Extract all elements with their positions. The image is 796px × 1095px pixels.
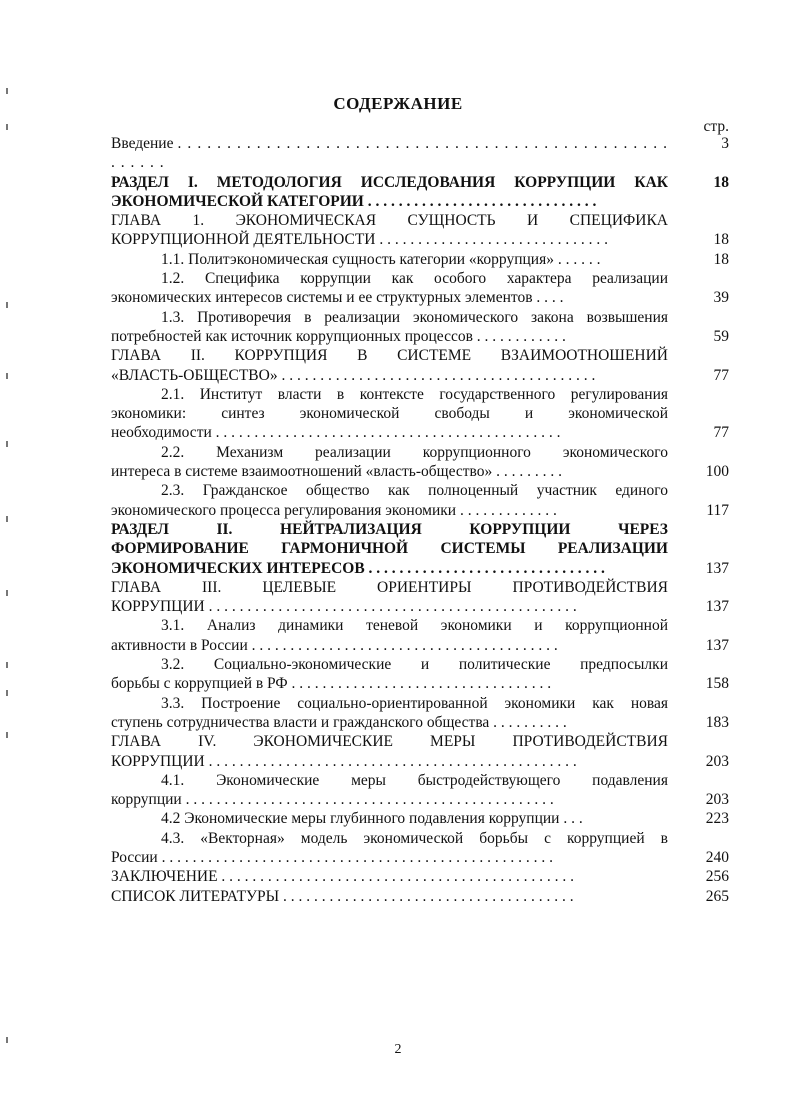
toc-line: экономического процесса регулирования экономики . . . . . . . . . . . . . [111, 501, 557, 519]
page-number-footer: 2 [394, 1042, 402, 1057]
page-column-label: стр. [703, 118, 729, 135]
toc-page-number: 223 [705, 810, 729, 828]
toc-line: 2.1. Институт власти в контексте государственного регулирования [161, 385, 668, 403]
toc-page-number: 265 [705, 887, 729, 905]
toc-page-number: 77 [713, 424, 729, 442]
toc-entry [111, 173, 731, 212]
toc-line: 2.3. Гражданское общество как полноценный участник единого [161, 482, 668, 500]
toc-entry [111, 269, 731, 308]
toc-page-number: 18 [713, 231, 729, 249]
toc-page-number: 158 [705, 675, 729, 693]
toc-line: коррупции . . . . . . . . . . . . . . . . . . . . . . . . . . . . . . . . . . . . . . . . . . . . . . . . [111, 791, 554, 809]
toc-line: РАЗДЕЛ I. МЕТОДОЛОГИЯ ИССЛЕДОВАНИЯ КОРРУПЦИИ КАК [111, 173, 668, 191]
scan-mark [6, 441, 8, 447]
toc-line: ЭКОНОМИЧЕСКИХ ИНТЕРЕСОВ . . . . . . . . . . . . . . . . . . . . . . . . . . . . . . . [111, 559, 605, 577]
scan-mark [6, 732, 8, 738]
toc-entry [111, 308, 731, 347]
toc-entry [111, 346, 731, 385]
toc-entry [111, 211, 731, 250]
scan-mark [6, 373, 8, 379]
toc-line: борьбы с коррупцией в РФ . . . . . . . . . . . . . . . . . . . . . . . . . . . . . . . . . . [111, 675, 552, 693]
toc-line: 4.3. «Векторная» модель экономической борьбы с коррупцией в [161, 829, 668, 847]
toc-row-intro-page: 3 [721, 135, 729, 152]
toc-line: экономических интересов системы и ее структурных элементов . . . . [111, 289, 564, 307]
toc-page-number: 59 [713, 327, 729, 345]
toc-line: 4.2 Экономические меры глубинного подавления коррупции . . . [161, 810, 583, 828]
toc-page-number: 203 [705, 791, 729, 809]
toc-page-number: 100 [705, 463, 729, 481]
toc-entry [111, 616, 731, 655]
toc-page-number: 39 [713, 289, 729, 307]
toc-entry [111, 771, 731, 810]
toc-line: экономики: синтез экономической свободы и экономической [111, 405, 668, 423]
toc-entry [111, 829, 731, 868]
toc-line: ГЛАВА II. КОРРУПЦИЯ В СИСТЕМЕ ВЗАИМООТНОШЕНИЙ [111, 347, 668, 365]
toc-line: ГЛАВА 1. ЭКОНОМИЧЕСКАЯ СУЩНОСТЬ И СПЕЦИФИКА [111, 212, 668, 230]
scan-mark [6, 124, 8, 130]
toc-line: потребностей как источник коррупционных процессов . . . . . . . . . . . . [111, 327, 566, 345]
toc-line: 3.1. Анализ динамики теневой экономики и коррупционной [161, 617, 668, 635]
toc-line: «ВЛАСТЬ-ОБЩЕСТВО» . . . . . . . . . . . . . . . . . . . . . . . . . . . . . . . . . . . . . . . . . [111, 366, 596, 384]
toc-line: КОРРУПЦИОННОЙ ДЕЯТЕЛЬНОСТИ . . . . . . . . . . . . . . . . . . . . . . . . . . . . . . [111, 231, 608, 249]
toc-line: интереса в системе взаимоотношений «власть-общество» . . . . . . . . . [111, 463, 562, 481]
toc-line: ступень сотрудничества власти и гражданского общества . . . . . . . . . . [111, 713, 567, 731]
toc-entry [111, 809, 731, 828]
toc-page-number: 18 [713, 250, 729, 268]
scan-mark [6, 662, 8, 668]
toc-line: ГЛАВА IV. ЭКОНОМИЧЕСКИЕ МЕРЫ ПРОТИВОДЕЙСТВИЯ [111, 733, 668, 751]
toc-page-number: 117 [706, 501, 729, 519]
toc-line: СПИСОК ЛИТЕРАТУРЫ . . . . . . . . . . . . . . . . . . . . . . . . . . . . . . . . . . . . . . [111, 887, 574, 905]
toc-leader: . . . . . . . . . . . . . . . . . . . . . . . . . . . . . . . . . . . . . . . . . . . . . . . . . . . . . . . . [111, 135, 668, 172]
toc-page-number: 183 [705, 713, 729, 731]
toc-page-number: 18 [713, 173, 729, 191]
toc-line: России . . . . . . . . . . . . . . . . . . . . . . . . . . . . . . . . . . . . . . . . . . . . . . . . . . . [111, 848, 553, 866]
toc-entry [111, 443, 731, 482]
scan-mark [6, 88, 8, 94]
toc-line: 4.1. Экономические меры быстродействующего подавления [161, 771, 668, 789]
table-of-contents [111, 117, 731, 906]
toc-line: КОРРУПЦИИ . . . . . . . . . . . . . . . . . . . . . . . . . . . . . . . . . . . . . . . . . . . . . . . . [111, 752, 577, 770]
toc-entry [111, 655, 731, 694]
toc-line: ЗАКЛЮЧЕНИЕ . . . . . . . . . . . . . . . . . . . . . . . . . . . . . . . . . . . . . . . . . . . . . . [111, 868, 575, 886]
toc-entry [111, 134, 731, 173]
toc-line: 1.1. Политэкономическая сущность категории «коррупция» . . . . . . [161, 250, 601, 268]
toc-page-number: 77 [713, 366, 729, 384]
toc-page-number: 137 [705, 559, 729, 577]
toc-line: необходимости . . . . . . . . . . . . . . . . . . . . . . . . . . . . . . . . . . . . . . . . . . . . . [111, 424, 561, 442]
toc-line: КОРРУПЦИИ . . . . . . . . . . . . . . . . . . . . . . . . . . . . . . . . . . . . . . . . . . . . . . . . [111, 598, 577, 616]
toc-entry [111, 732, 731, 771]
toc-page-number: 240 [705, 848, 729, 866]
toc-entry [111, 867, 731, 886]
toc-entry [111, 694, 731, 733]
toc-line: 1.3. Противоречия в реализации экономического закона возвышения [161, 308, 668, 326]
toc-line: активности в России . . . . . . . . . . . . . . . . . . . . . . . . . . . . . . . . . . . . . . . . [111, 636, 558, 654]
toc-entry [111, 250, 731, 269]
toc-line: Введение [111, 135, 178, 152]
toc-line: ЭКОНОМИЧЕСКОЙ КАТЕГОРИИ . . . . . . . . . . . . . . . . . . . . . . . . . . . . . . [111, 192, 597, 210]
scan-mark [6, 1037, 8, 1043]
toc-line: РАЗДЕЛ II. НЕЙТРАЛИЗАЦИЯ КОРРУПЦИИ ЧЕРЕЗ [111, 520, 668, 538]
toc-line: ФОРМИРОВАНИЕ ГАРМОНИЧНОЙ СИСТЕМЫ РЕАЛИЗАЦИИ [111, 540, 668, 558]
toc-entry [111, 578, 731, 617]
toc-line: 3.2. Социально-экономические и политические предпосылки [161, 656, 668, 674]
toc-page-number: 256 [705, 868, 729, 886]
toc-entry [111, 887, 731, 906]
toc-line: 2.2. Механизм реализации коррупционного экономического [161, 443, 668, 461]
toc-line: ГЛАВА III. ЦЕЛЕВЫЕ ОРИЕНТИРЫ ПРОТИВОДЕЙСТВИЯ [111, 578, 668, 596]
toc-page-number: 203 [705, 752, 729, 770]
toc-entry [111, 385, 731, 443]
toc-entry [111, 481, 731, 520]
toc-page-number: 137 [705, 598, 729, 616]
page-title: СОДЕРЖАНИЕ [333, 94, 463, 113]
scan-mark [6, 302, 8, 308]
toc-entry [111, 520, 731, 578]
toc-page-number: 137 [705, 636, 729, 654]
scan-mark [6, 516, 8, 522]
toc-line: 3.3. Построение социально-ориентированной экономики как новая [161, 694, 668, 712]
toc-line: 1.2. Специфика коррупции как особого характера реализации [161, 270, 668, 288]
scan-mark [6, 690, 8, 696]
scan-mark [6, 590, 8, 596]
